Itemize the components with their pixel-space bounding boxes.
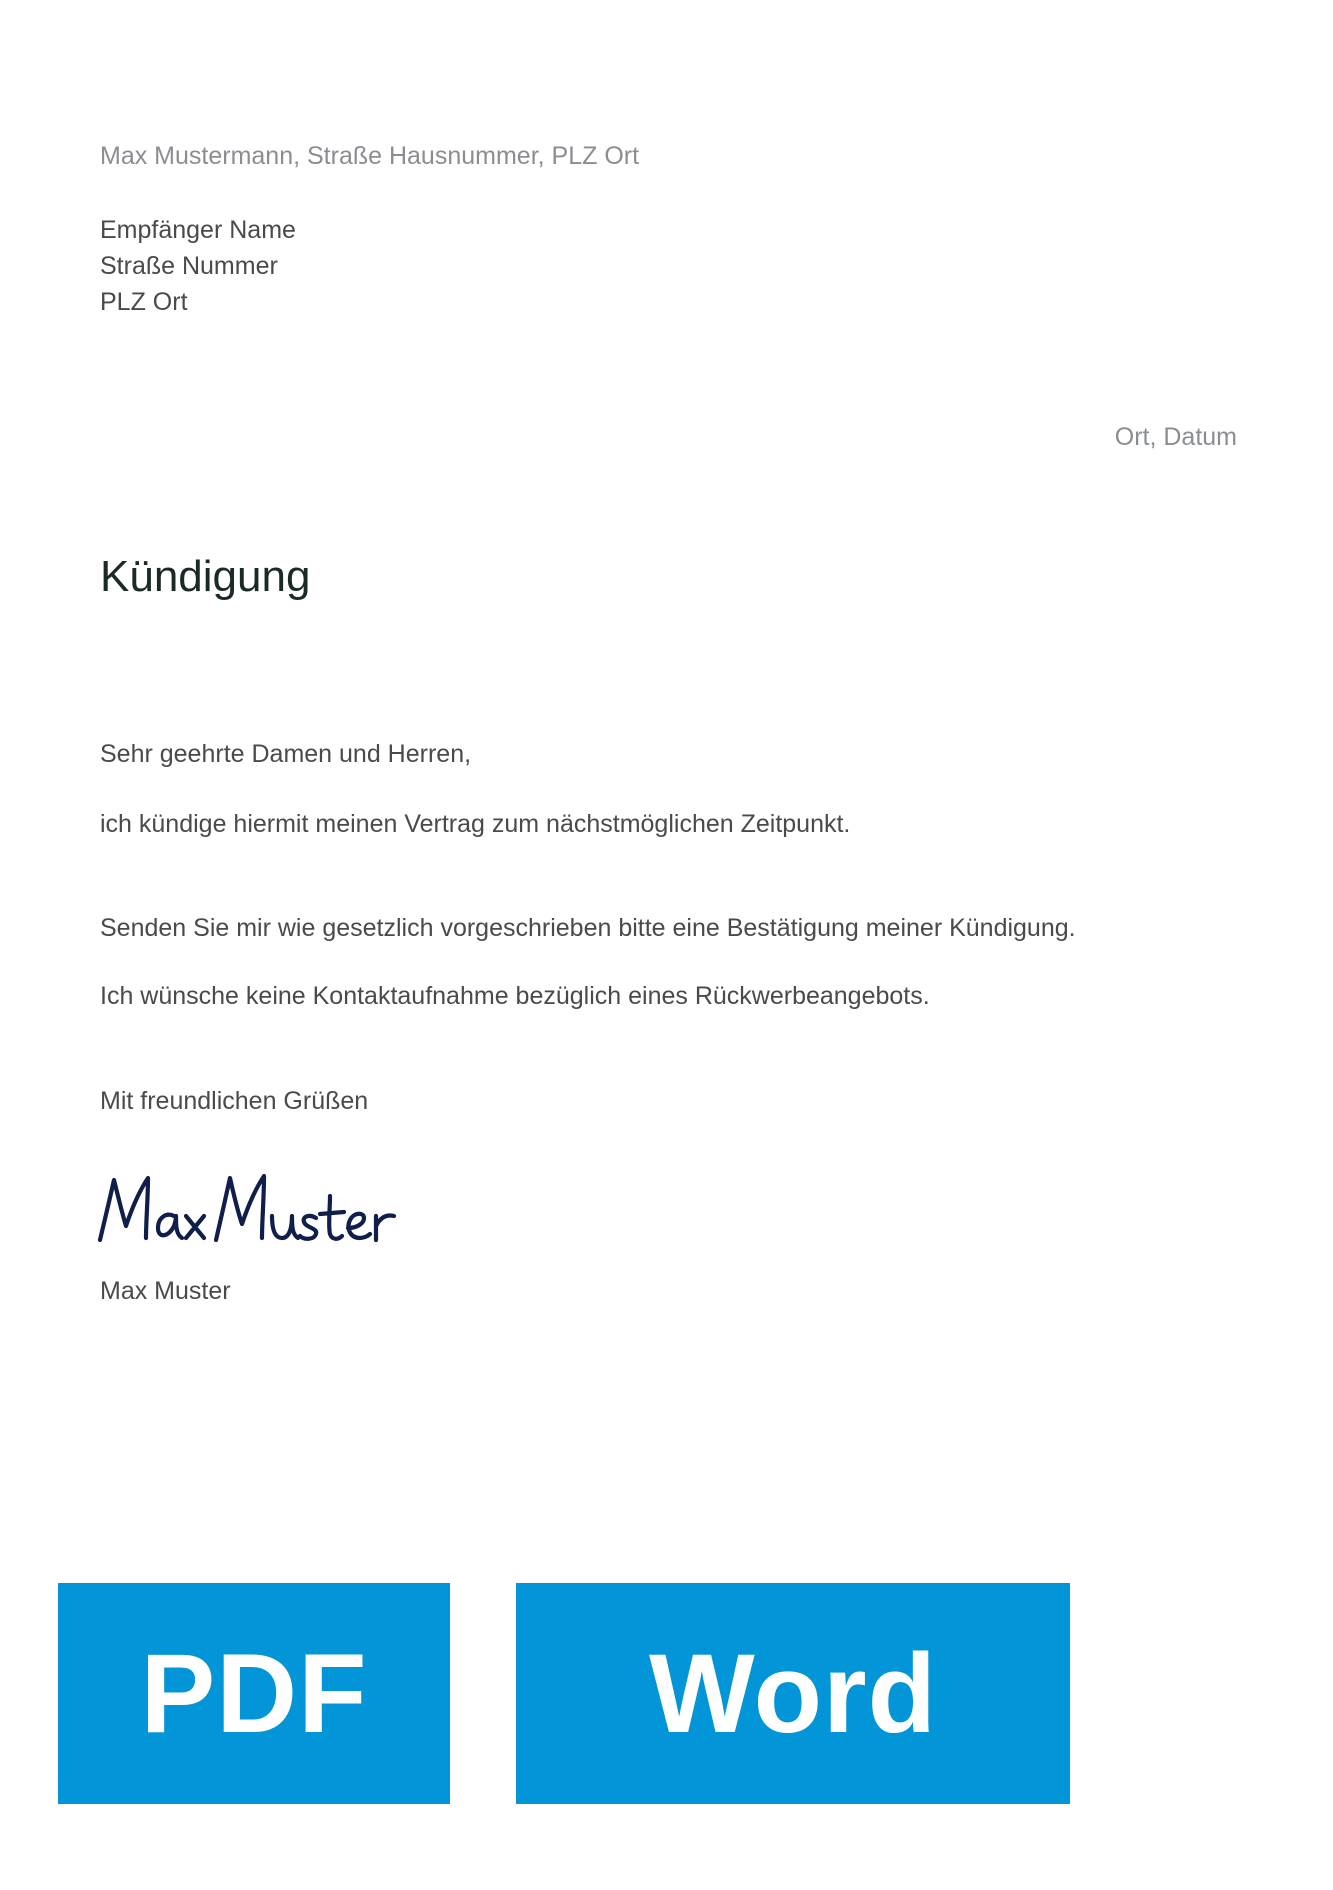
download-word-label: Word: [648, 1631, 938, 1756]
download-pdf-button[interactable]: [58, 1583, 450, 1804]
signer-name: Max Muster: [100, 1277, 231, 1305]
body-paragraph: Ich wünsche keine Kontaktaufnahme bezüglich eines Rückwerbeangebots.: [100, 982, 930, 1010]
salutation: Sehr geehrte Damen und Herren,: [100, 740, 472, 768]
recipient-address-block: [100, 212, 296, 320]
download-word-button[interactable]: [516, 1583, 1070, 1804]
recipient-street: Straße Nummer: [100, 252, 278, 280]
handwritten-signature: [92, 1168, 402, 1248]
closing-phrase: Mit freundlichen Grüßen: [100, 1087, 369, 1115]
download-pdf-label: PDF: [140, 1631, 368, 1756]
body-paragraph: ich kündige hiermit meinen Vertrag zum nächstmöglichen Zeitpunkt.: [100, 810, 851, 838]
letter-subject: Kündigung: [100, 552, 311, 601]
recipient-city: PLZ Ort: [100, 288, 188, 316]
place-date: Ort, Datum: [1114, 423, 1237, 451]
body-paragraph: Senden Sie mir wie gesetzlich vorgeschrieben bitte eine Bestätigung meiner Kündigung.: [100, 914, 1076, 942]
sender-address-line: Max Mustermann, Straße Hausnummer, PLZ Ort: [100, 142, 640, 170]
recipient-name: Empfänger Name: [100, 216, 296, 244]
